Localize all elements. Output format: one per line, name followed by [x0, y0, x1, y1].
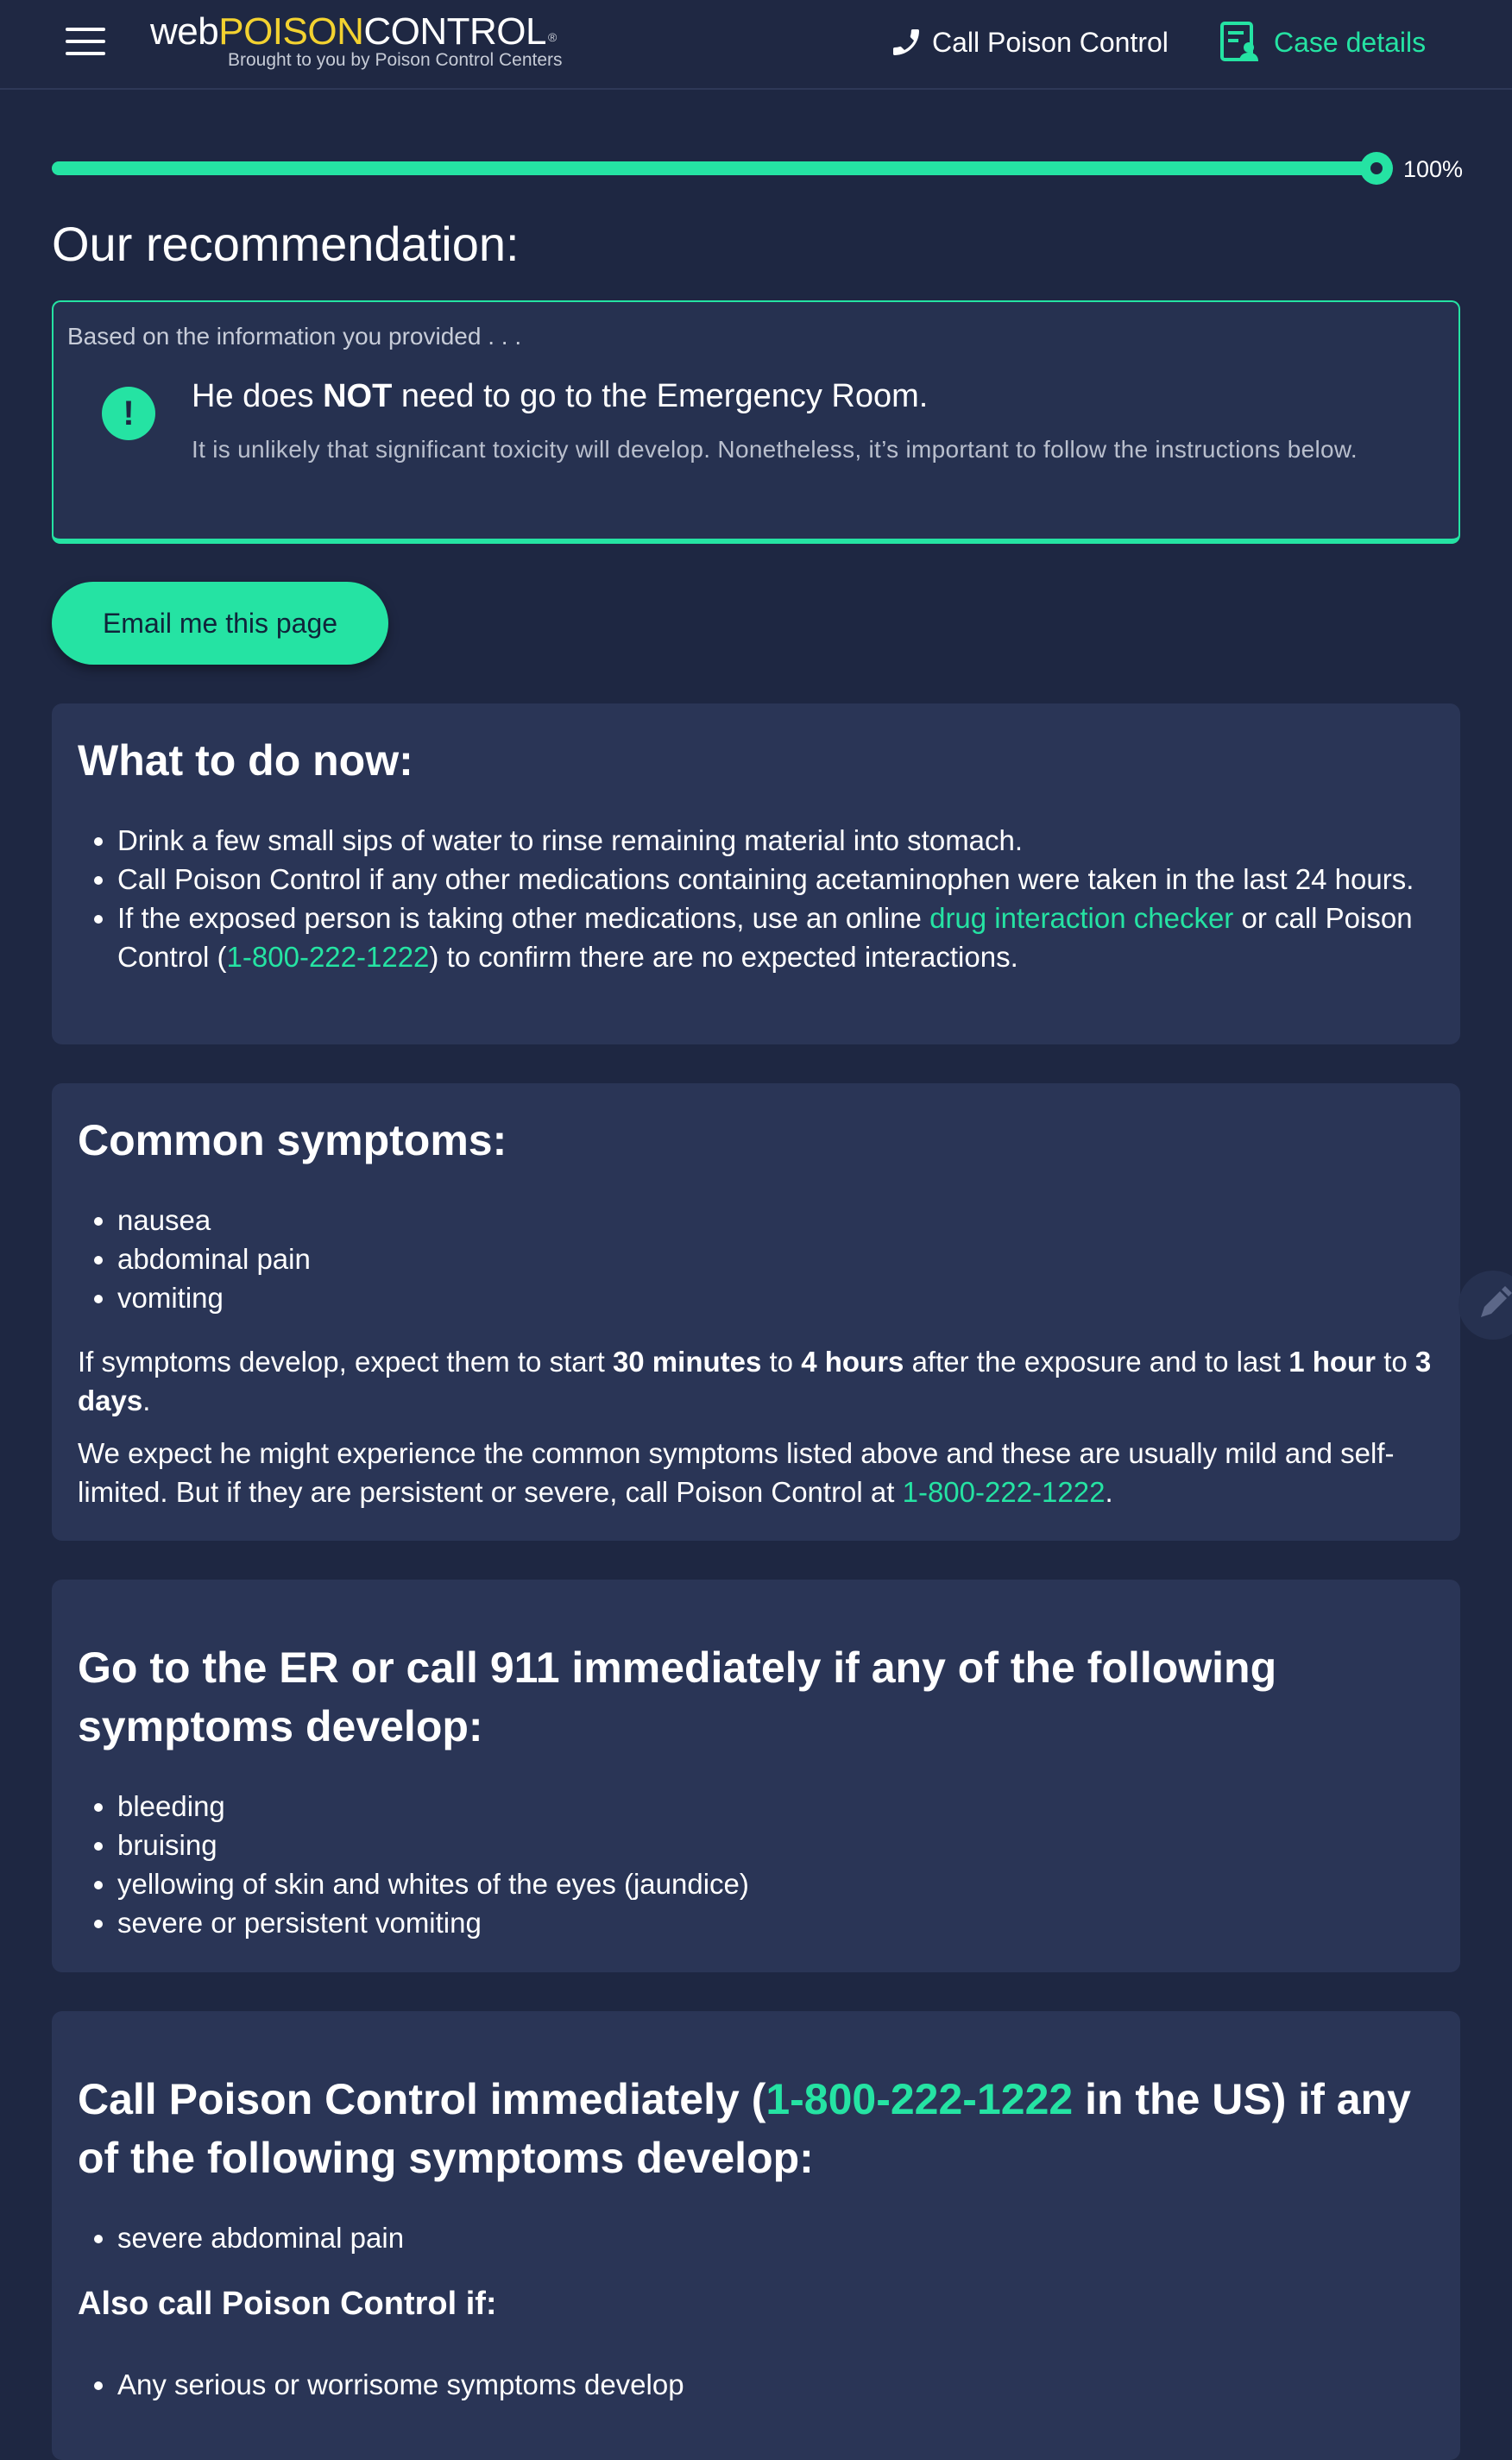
what-to-do-list — [78, 821, 1441, 976]
drug-interaction-checker-link[interactable]: drug interaction checker — [929, 902, 1234, 934]
logo-tagline: Brought to you by Poison Control Centers — [228, 50, 563, 70]
exclamation-icon: ! — [102, 387, 155, 440]
progress-fill — [52, 161, 1377, 175]
list-item: • bruising — [117, 1826, 1424, 1864]
recommendation-description: It is unlikely that significant toxicity will develop. Nonetheless, it’s important to follow the instructions below. — [192, 436, 1358, 463]
recommendation-box — [52, 300, 1460, 544]
progress-percent: 100% — [1403, 156, 1464, 182]
top-header — [0, 0, 1512, 90]
phone-icon — [889, 25, 923, 60]
what-to-do-card — [52, 703, 1460, 1044]
menu-icon-bar — [66, 28, 105, 31]
phone-link[interactable]: 1-800-222-1222 — [226, 941, 430, 973]
recommendation-headline: He does NOT need to go to the Emergency Room. — [192, 378, 929, 414]
list-item: • nausea — [117, 1201, 1424, 1239]
er-warning-card — [52, 1580, 1460, 1972]
er-warning-title: Go to the ER or call 911 immediately if any of the following symptoms develop: — [78, 1643, 1277, 1750]
list-item: • yellowing of skin and whites of the eyes (jaundice) — [117, 1864, 1424, 1903]
also-call-title: Also call Poison Control if: — [78, 2286, 497, 2322]
er-symptoms-list — [78, 1787, 1424, 1942]
list-item: • If the exposed person is taking other medications, use an online drug interaction checker or call Poison Control (1-800-222-1222) to confirm there are no expected interactions. — [117, 899, 1441, 976]
call-poison-control-label: Call Poison Control — [932, 26, 1169, 58]
progress-bar — [52, 161, 1377, 175]
also-call-list — [78, 2365, 1424, 2404]
common-symptoms-title: Common symptoms: — [78, 1116, 507, 1164]
list-item: • severe abdominal pain — [117, 2218, 1424, 2257]
symptom-onset-text: If symptoms develop, expect them to start 30 minutes to 4 hours after the exposure and to last 1 hour to 3 days. — [78, 1346, 1432, 1416]
case-details-link[interactable] — [1220, 19, 1426, 66]
email-page-button[interactable]: Email me this page — [52, 582, 388, 665]
call-symptoms-list — [78, 2218, 1424, 2257]
pencil-icon — [1458, 1271, 1512, 1340]
menu-icon-bar — [66, 52, 105, 55]
menu-icon[interactable] — [66, 26, 105, 57]
menu-icon-bar — [66, 40, 105, 43]
list-item: • severe or persistent vomiting — [117, 1903, 1424, 1942]
list-item: • Call Poison Control if any other medications containing acetaminophen were taken in the last 24 hours. — [117, 860, 1441, 899]
common-symptoms-card — [52, 1083, 1460, 1541]
progress-knob — [1360, 152, 1393, 185]
site-logo[interactable] — [150, 10, 582, 76]
case-details-label: Case details — [1274, 26, 1427, 58]
list-item: • Drink a few small sips of water to rinse remaining material into stomach. — [117, 821, 1441, 860]
common-symptoms-list — [78, 1201, 1424, 1317]
case-details-icon — [1220, 22, 1260, 63]
list-item: • vomiting — [117, 1278, 1424, 1317]
recommendation-title: Our recommendation: — [52, 217, 520, 271]
what-to-do-title: What to do now: — [78, 736, 413, 785]
call-poison-control-card — [52, 2011, 1460, 2460]
list-item: • bleeding — [117, 1787, 1424, 1826]
phone-link[interactable]: 1-800-222-1222 — [765, 2075, 1074, 2123]
phone-link[interactable]: 1-800-222-1222 — [902, 1476, 1106, 1508]
call-poison-control-title: Call Poison Control immediately (1-800-222-1222 in the US) if any of the following symptoms develop: — [78, 2075, 1411, 2182]
symptom-expectation-text: We expect he might experience the common symptoms listed above and these are usually mild and self-limited. But if they are persistent or severe, call Poison Control at 1-800-222-1222. — [78, 1437, 1395, 1508]
list-item: • abdominal pain — [117, 1239, 1424, 1278]
based-on-text: Based on the information you provided . . . — [67, 323, 522, 350]
edit-button[interactable] — [1458, 1271, 1512, 1340]
logo-wordmark: webPOISONCONTROL ® — [150, 10, 557, 53]
list-item: • Any serious or worrisome symptoms develop — [117, 2365, 1424, 2404]
call-poison-control-link[interactable] — [889, 21, 1169, 64]
